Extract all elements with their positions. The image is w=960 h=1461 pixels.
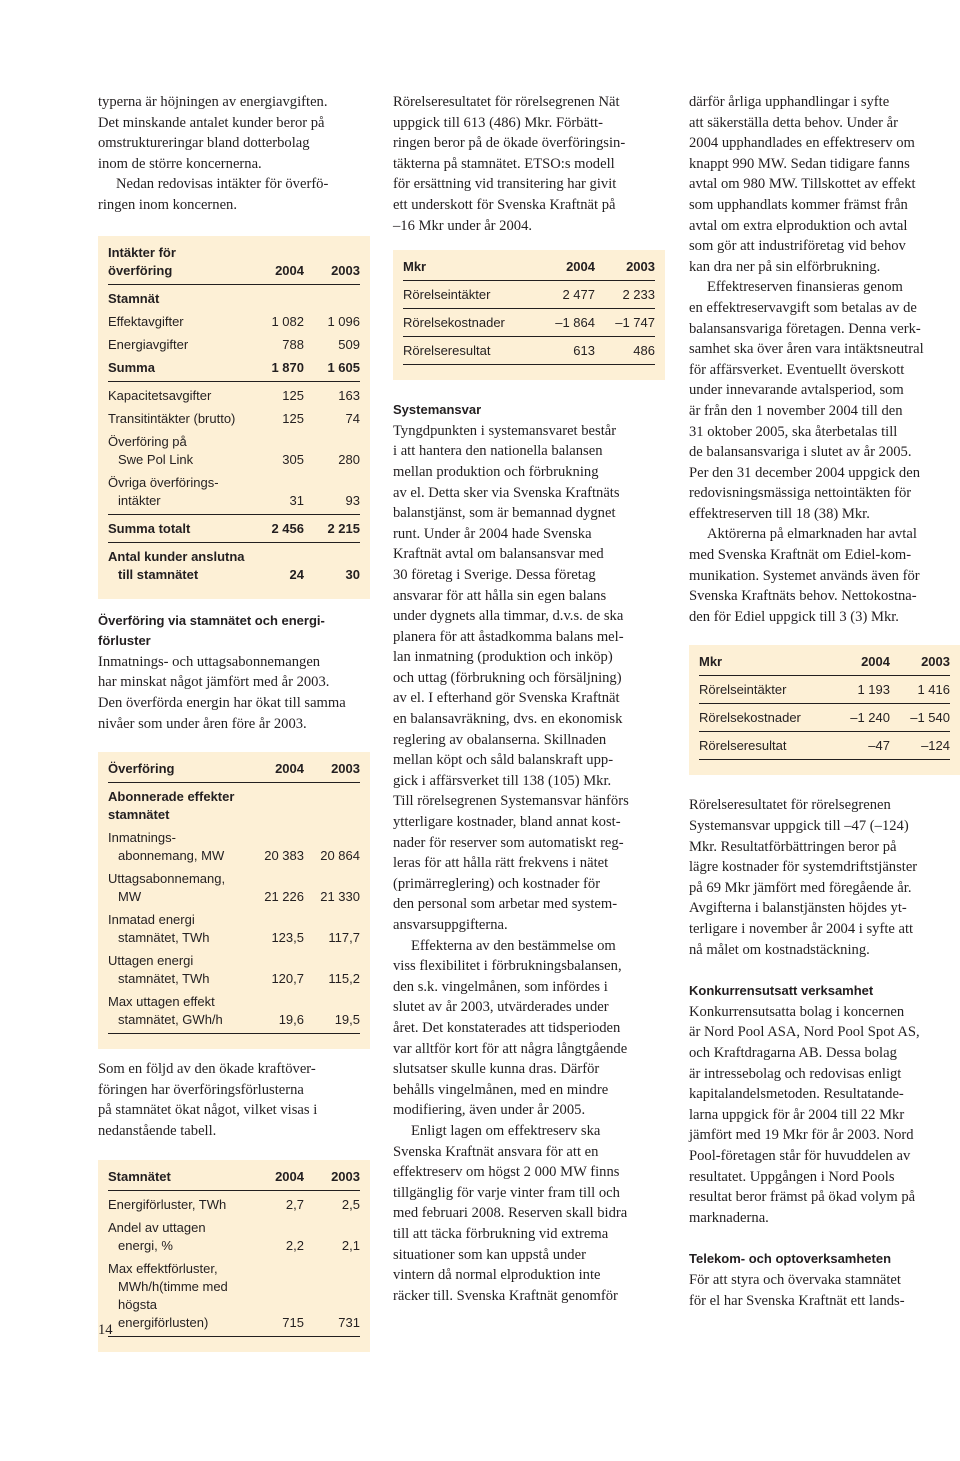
paragraph — [98, 92, 370, 174]
text-line: Avgifterna i balanstjänsten höjdes yt- — [689, 900, 907, 917]
value-2003: 2,5 — [341, 1196, 360, 1212]
paragraph — [689, 1270, 960, 1311]
row-label — [108, 313, 248, 331]
value-2004: 2 477 — [562, 287, 595, 303]
row-label-text: MW — [118, 889, 142, 905]
row-label-text: Effektavgifter — [108, 313, 184, 329]
row-label — [108, 548, 248, 584]
row-label-text: Rörelseintäkter — [699, 682, 787, 698]
row-label — [403, 314, 535, 332]
row-label-text: Inmatad energi — [108, 912, 195, 928]
system-result-table — [689, 645, 960, 775]
text-line: har minskat något jämfört med år 2003. — [98, 674, 330, 691]
row-label-text: Swe Pol Link — [118, 451, 194, 467]
text-line: och Kraftdragarna AB. Dessa bolag — [689, 1044, 897, 1061]
text-line: reglering av obalanserna. Skillnaden — [393, 731, 607, 748]
table-section — [108, 788, 360, 824]
value-2003: 21 330 — [320, 889, 360, 905]
text-line: resultat beror främst på ökad volym på — [689, 1189, 916, 1206]
table-title-line: Stamnätet — [108, 1168, 171, 1184]
value-2003: 2 215 — [327, 520, 360, 536]
text-line: en effektreservavgift som betalas av de — [689, 299, 917, 316]
paragraph — [393, 1121, 665, 1306]
text-line: ansvarsuppgifterna. — [393, 917, 508, 933]
text-line: Svenska Kraftnäts behov. Nettokostna- — [689, 588, 917, 605]
text-line: Tyngdpunkten i systemansvaret består — [393, 422, 617, 439]
value-2004: 1 082 — [271, 313, 304, 329]
value-2004: 613 — [573, 343, 595, 359]
value-2004: 125 — [282, 410, 304, 426]
value-2003: 30 — [345, 566, 360, 582]
text-line: av el. Detta sker via Svenska Kraftnäts — [393, 484, 620, 501]
text-line: därför årliga upphandlingar i syfte — [689, 94, 890, 110]
row-label — [108, 829, 248, 865]
text-line: Systemansvar uppgick till –47 (–124) — [689, 818, 909, 835]
year-header: 2003 — [921, 654, 950, 670]
table-title-line: Intäkter för — [108, 244, 176, 260]
row-label-text: Andel av uttagen — [108, 1219, 206, 1235]
value-2004: 715 — [282, 1314, 304, 1330]
row-label-text: Rörelseintäkter — [403, 287, 491, 303]
text-line: behålls vingelmånen, med en mindre — [393, 1081, 609, 1098]
table-row — [699, 681, 950, 704]
text-line: på 69 Mkr jämfört med föregående år. — [689, 879, 912, 896]
text-line: redovisningsmässiga nettointäkten för — [689, 485, 912, 502]
page-number: 14 — [98, 1322, 113, 1338]
row-label — [108, 1196, 248, 1214]
section-heading — [98, 611, 370, 652]
text-line: förluster — [98, 633, 151, 649]
text-line: modifiering, även under år 2005. — [393, 1102, 586, 1119]
row-label-text: Rörelsekostnader — [699, 710, 801, 726]
year-header: 2003 — [626, 259, 655, 275]
text-line: 31 oktober 2005, ska återbetalas till — [689, 423, 898, 440]
paragraph — [689, 795, 960, 960]
text-line: effektreserven till 18 (38) Mkr. — [689, 505, 870, 522]
value-2003: 117,7 — [328, 930, 360, 946]
paragraph — [689, 524, 960, 627]
table-row — [108, 1196, 360, 1214]
value-2003: 1 096 — [327, 313, 360, 329]
table-row — [108, 1260, 360, 1337]
value-2003: –124 — [921, 738, 950, 754]
text-line: ett underskott för Svenska Kraftnät på — [393, 196, 616, 213]
text-line: Per den 31 december 2004 uppgick den — [689, 464, 920, 481]
text-line: i att hantera den nationella balansen — [393, 443, 603, 460]
text-line: viss flexibilitet i förbrukningsbalansen, — [393, 958, 622, 975]
text-line: kan dra ner på sin elförbrukning. — [689, 258, 881, 275]
year-header: 2004 — [566, 259, 595, 275]
text-line: balansansvariga företagen. Denna verk- — [689, 320, 921, 337]
table-row — [108, 474, 360, 515]
value-2003: –1 747 — [615, 315, 655, 331]
table-row — [108, 359, 360, 382]
row-label — [699, 709, 830, 727]
row-label-text: Antal kunder anslutna — [108, 548, 245, 564]
table-title-line: Mkr — [699, 654, 723, 670]
row-label — [403, 286, 535, 304]
text-line: Det minskande antalet kunder beror på — [98, 114, 325, 131]
row-label-text: Energiförluster, TWh — [108, 1196, 227, 1212]
value-2004: 19,6 — [278, 1012, 304, 1028]
value-2004: 2 456 — [271, 520, 304, 536]
row-label-text: Inmatnings- — [108, 830, 176, 846]
text-line: året. Det konstaterades att tidsperioden — [393, 1019, 621, 1036]
row-label-text: högsta energiförlusten) — [118, 1296, 209, 1330]
text-line: som gör att industriföretag vid behov — [689, 238, 906, 255]
text-line: för ersättning vid transitering har givit — [393, 176, 617, 193]
row-label — [108, 336, 248, 354]
text-line: för el har Svenska Kraftnät ett lands- — [689, 1292, 905, 1309]
text-line: Aktörerna på elmarknaden har avtal — [707, 526, 917, 543]
text-line: För att styra och övervaka stamnätet — [689, 1271, 901, 1288]
table-title — [108, 760, 248, 778]
text-line: marknaderna. — [689, 1209, 769, 1226]
row-label-text: till stamnätet — [118, 566, 199, 582]
text-line: Effektreserven finansieras genom — [707, 279, 903, 296]
table-row — [108, 548, 360, 584]
row-label-text: Kapacitetsavgifter — [108, 387, 212, 403]
row-label — [108, 410, 248, 428]
text-line: ansvarar för att hålla sin egen balans — [393, 587, 607, 604]
text-line: effektreserv om högst 2 000 MW finns — [393, 1164, 620, 1181]
text-line: kapitalandelsmetoden. Resultatande- — [689, 1086, 904, 1103]
text-line: omstruktureringar bland dotterbolag — [98, 135, 310, 152]
value-2003: 74 — [345, 410, 360, 426]
value-2004: 20 383 — [264, 848, 304, 864]
text-line: räcker till. Svenska Kraftnät genomför — [393, 1287, 618, 1304]
row-label-text: Uttagen energi — [108, 953, 194, 969]
table-header — [108, 244, 360, 285]
row-label-text: Rörelseresultat — [403, 343, 491, 359]
table-section-line: stamnätet — [108, 807, 170, 823]
value-2004: 1 193 — [857, 682, 890, 698]
text-line: Effekterna av den bestämmelse om — [411, 937, 616, 954]
year-header: 2004 — [275, 262, 304, 278]
row-label-text: Max uttagen effekt — [108, 994, 215, 1010]
table-row — [108, 993, 360, 1034]
text-line: avtal om 980 MW. Tillskottet av effekt — [689, 176, 916, 193]
text-line: Rörelseresultatet för rörelsegrenen Nät — [393, 94, 620, 110]
row-label — [403, 342, 535, 360]
row-label-text: abonnemang, MW — [118, 848, 225, 864]
text-line: är intressebolag och redovisas enligt — [689, 1065, 902, 1082]
text-line: runt. Under år 2004 hade Svenska — [393, 525, 592, 542]
table-title — [108, 1168, 248, 1186]
value-2003: –1 540 — [910, 710, 950, 726]
text-line: ytterligare kostnader, bland annat kost- — [393, 814, 621, 831]
text-line: med Svenska Kraftnät om Ediel-kom- — [689, 547, 912, 564]
row-label-text: intäkter — [118, 492, 161, 508]
text-line: avtal om extra elproduktion och avtal — [689, 217, 908, 234]
text-line: Till rörelsegrenen Systemansvar hänförs — [393, 793, 629, 810]
revenue-table — [98, 236, 370, 599]
text-line: de balansansvariga i slutet av år 2005. — [689, 444, 912, 461]
paragraph — [689, 1002, 960, 1229]
text-line: jämfört med 19 Mkr för år 2003. Nord — [689, 1127, 914, 1144]
value-2004: 21 226 — [264, 889, 304, 905]
row-label — [108, 474, 248, 510]
text-line: balanstjänst, som är bemannad dygnet — [393, 505, 616, 522]
text-line: typerna är höjningen av energiavgiften. — [98, 94, 328, 110]
text-line: lan inmatning (produktion och inköp) — [393, 649, 613, 666]
text-line: lägre kostnader för systemdriftstjänster — [689, 859, 918, 876]
row-label-text: Max effektförluster, — [108, 1260, 218, 1276]
row-label-text: energi, % — [118, 1237, 173, 1253]
text-line: 2004 upphandlades en effektreserv om — [689, 135, 915, 152]
row-label — [108, 520, 248, 538]
row-label-text: Summa — [108, 359, 155, 375]
table-row — [108, 952, 360, 988]
value-2004: 120,7 — [271, 971, 304, 987]
text-line: Konkurrensutsatta bolag i koncernen — [689, 1003, 905, 1020]
text-line: av el. I efterhand gör Svenska Kraftnät — [393, 690, 620, 707]
text-line: samhet ska över åren vara intäktsneutral — [689, 341, 924, 358]
text-line: situationer som kan uppstå under — [393, 1246, 586, 1263]
row-label — [108, 359, 248, 377]
paragraph — [98, 652, 370, 734]
paragraph — [98, 174, 370, 215]
table-row — [108, 911, 360, 947]
table-row — [699, 709, 950, 732]
row-label-text: Energiavgifter — [108, 336, 189, 352]
text-line: Nedan redovisas intäkter för överfö- — [116, 176, 329, 193]
text-line: planera för att åstadkomma balans mel- — [393, 628, 624, 645]
value-2003: 280 — [338, 451, 360, 467]
table-row — [108, 387, 360, 405]
text-line: Mkr. Resultatförbättringen beror på — [689, 838, 897, 855]
text-line: gick i affärsverket till 138 (105) Mkr. — [393, 772, 612, 789]
text-line: på stamnätet ökat något, vilket visas i — [98, 1102, 318, 1119]
table-header — [403, 258, 655, 281]
text-line: och uttag (förbrukning och försäljning) — [393, 669, 622, 686]
value-2004: 1 870 — [271, 359, 304, 375]
table-title-line: Överföring — [108, 761, 175, 777]
paragraph — [393, 92, 665, 236]
year-header: 2004 — [861, 654, 890, 670]
transfer-table — [98, 752, 370, 1049]
row-label-text: Rörelseresultat — [699, 738, 787, 754]
text-line: Pool-företagen står för huvuddelen av — [689, 1147, 911, 1164]
text-line: en balansavräkning, dvs. en ekonomisk — [393, 711, 623, 728]
value-2004: –1 864 — [555, 315, 595, 331]
text-line: Som en följd av den ökade kraftöver- — [98, 1061, 316, 1078]
value-2004: 2,2 — [285, 1237, 304, 1253]
value-2003: 1 605 — [327, 359, 360, 375]
text-line: täkterna på stamnätet. ETSO:s modell — [393, 155, 615, 172]
row-label-text: Transitintäkter (brutto) — [108, 410, 236, 426]
row-label — [108, 870, 248, 906]
year-header: 2004 — [275, 1168, 304, 1184]
value-2004: 305 — [282, 451, 304, 467]
row-label-text: Övriga överförings- — [108, 474, 219, 490]
text-line: Enligt lagen om effektreserv ska — [411, 1122, 601, 1139]
table-header — [108, 1168, 360, 1191]
table-header — [108, 760, 360, 783]
text-line: mellan köpt och såld balanskraft upp- — [393, 752, 614, 769]
text-line: den personal som arbetar med system- — [393, 896, 618, 913]
paragraph — [98, 1059, 370, 1141]
table-title-line: Mkr — [403, 259, 427, 275]
row-label-text: stamnätet, GWh/h — [118, 1012, 223, 1028]
value-2003: 20 864 — [320, 848, 360, 864]
section-heading: Telekom- och optoverksamheten — [689, 1251, 892, 1267]
table-row — [108, 1219, 360, 1255]
paragraph — [689, 277, 960, 524]
row-label-text: Uttagsabonnemang, — [108, 871, 226, 887]
value-2004: 2,7 — [285, 1196, 304, 1212]
row-label — [108, 993, 248, 1029]
column-1 — [98, 92, 370, 1352]
value-2003: 486 — [633, 343, 655, 359]
text-line: Svenska Kraftnät ansvara för att en — [393, 1143, 599, 1160]
text-line: för affärsverket. Eventuellt överskott — [689, 361, 905, 378]
value-2003: 509 — [338, 336, 360, 352]
table-row — [108, 410, 360, 428]
text-line: mellan produktion och förbrukning — [393, 463, 599, 480]
row-label — [699, 737, 830, 755]
value-2004: 31 — [289, 492, 304, 508]
text-line: nivåer som under åren före år 2003. — [98, 715, 307, 732]
table-row — [403, 286, 655, 309]
text-line: slutet av år 2003, utvärderades under — [393, 999, 609, 1016]
text-line: är från den 1 november 2004 till den — [689, 402, 903, 419]
text-line: Den överförda energin har ökat till samma — [98, 694, 346, 711]
text-line: vintern då normal elproduktion inte — [393, 1267, 601, 1284]
text-line: –16 Mkr under år 2004. — [393, 217, 533, 234]
table-row — [108, 313, 360, 331]
table-title — [403, 258, 535, 276]
losses-table — [98, 1160, 370, 1352]
row-label-text: Rörelsekostnader — [403, 315, 505, 331]
column-2 — [393, 92, 665, 1306]
value-2004: 788 — [282, 336, 304, 352]
table-row — [699, 737, 950, 760]
value-2003: 19,5 — [334, 1012, 360, 1028]
value-2004: –1 240 — [850, 710, 890, 726]
paragraph — [393, 421, 665, 936]
column-3 — [689, 92, 960, 1311]
row-label-text: Summa totalt — [108, 520, 191, 536]
row-label-text: MWh/h(timme med — [118, 1278, 228, 1294]
text-line: munikation. Systemet används även för — [689, 567, 920, 584]
row-label-text: stamnätet, TWh — [118, 971, 210, 987]
text-line: knappt 990 MW. Sedan tidigare fanns — [689, 155, 910, 172]
row-label-text: stamnätet, TWh — [118, 930, 210, 946]
network-result-table — [393, 250, 665, 380]
text-line: Överföring via stamnätet och energi- — [98, 612, 325, 628]
row-label — [108, 1219, 248, 1255]
text-line: 30 företag i Sverige. Dessa företag — [393, 566, 596, 583]
text-line: (primärreglering) och kostnader för — [393, 875, 601, 892]
value-2004: 123,5 — [271, 930, 304, 946]
year-header: 2003 — [331, 761, 360, 777]
text-line: att säkerställa detta behov. Under år — [689, 114, 898, 131]
table-row — [403, 342, 655, 365]
text-line: Kraftnät avtal om balansansvar med — [393, 546, 604, 563]
value-2003: 115,2 — [328, 971, 360, 987]
text-line: som upphandlats kommer främst från — [689, 196, 908, 213]
table-section-line: Abonnerade effekter — [108, 789, 235, 805]
row-label — [108, 952, 248, 988]
text-line: var alltför kort för att några långtgående — [393, 1040, 628, 1057]
text-line: nå målet om kostnadstäckning. — [689, 941, 870, 958]
value-2004: 125 — [282, 387, 304, 403]
value-2003: 93 — [345, 492, 360, 508]
section-heading: Konkurrensutsatt verksamhet — [689, 983, 874, 999]
text-line: nedanstående tabell. — [98, 1122, 217, 1139]
text-line: under dygnets alla timmar, d.v.s. de ska — [393, 608, 624, 625]
text-line: är Nord Pool ASA, Nord Pool Spot AS, — [689, 1024, 920, 1041]
table-row — [108, 829, 360, 865]
text-line: nader för reserver som automatiskt reg- — [393, 834, 624, 851]
text-line: Inmatnings- och uttagsabonnemangen — [98, 653, 321, 670]
text-line: tillgänglig för varje vinter fram till och — [393, 1184, 620, 1201]
table-title — [699, 653, 830, 671]
text-line: den för Ediel uppgick till 3 (3) Mkr. — [689, 608, 899, 625]
table-row — [403, 314, 655, 337]
text-line: till att täcka förbrukning vid extrema — [393, 1225, 609, 1242]
text-line: föringen har överföringsförlusterna — [98, 1081, 304, 1098]
value-2003: 2 233 — [622, 287, 655, 303]
value-2004: 24 — [289, 566, 304, 582]
value-2004: –47 — [868, 738, 890, 754]
text-line: under innevarande avtalsperiod, som — [689, 382, 904, 399]
text-line: larna uppgick för år 2004 till 22 Mkr — [689, 1106, 905, 1123]
row-label — [108, 911, 248, 947]
text-line: med februari 2008. Reserven skall bidra — [393, 1205, 628, 1222]
value-2003: 2,1 — [341, 1237, 360, 1253]
text-line: den s.k. vingelmånen, som infördes i — [393, 978, 608, 995]
year-header: 2003 — [331, 1168, 360, 1184]
table-row — [108, 336, 360, 354]
text-line: ringen beror på de ökade överföringsin- — [393, 135, 626, 152]
text-line: uppgick till 613 (486) Mkr. Förbätt- — [393, 114, 603, 131]
table-row — [108, 520, 360, 543]
text-line: Rörelseresultatet för rörelsegrenen — [689, 797, 891, 814]
paragraph — [689, 92, 960, 277]
table-section: Stamnät — [108, 290, 160, 306]
year-header: 2004 — [275, 761, 304, 777]
text-line: inom de större koncernerna. — [98, 155, 262, 172]
row-label — [108, 433, 248, 469]
text-line: leras för att hålla rätt frekvens i nätet — [393, 855, 609, 872]
row-label — [108, 1260, 248, 1332]
text-line: slutsatser skulle kunna dras. Därför — [393, 1061, 600, 1078]
table-row — [108, 433, 360, 469]
value-2003: 163 — [338, 387, 360, 403]
table-title — [108, 244, 248, 280]
section-heading: Systemansvar — [393, 402, 482, 418]
value-2003: 1 416 — [917, 682, 950, 698]
text-line: ringen inom koncernen. — [98, 196, 238, 213]
value-2003: 731 — [338, 1314, 360, 1330]
row-label — [108, 387, 248, 405]
row-label-text: Överföring på — [108, 433, 187, 449]
table-title-line: överföring — [108, 262, 173, 278]
year-header: 2003 — [331, 262, 360, 278]
paragraph — [393, 936, 665, 1121]
text-line: resultatet. Uppgången i Nord Pools — [689, 1168, 895, 1185]
table-row — [108, 870, 360, 906]
text-line: terligare i november år 2004 i syfte att — [689, 921, 914, 937]
row-label — [699, 681, 830, 699]
table-header — [699, 653, 950, 676]
